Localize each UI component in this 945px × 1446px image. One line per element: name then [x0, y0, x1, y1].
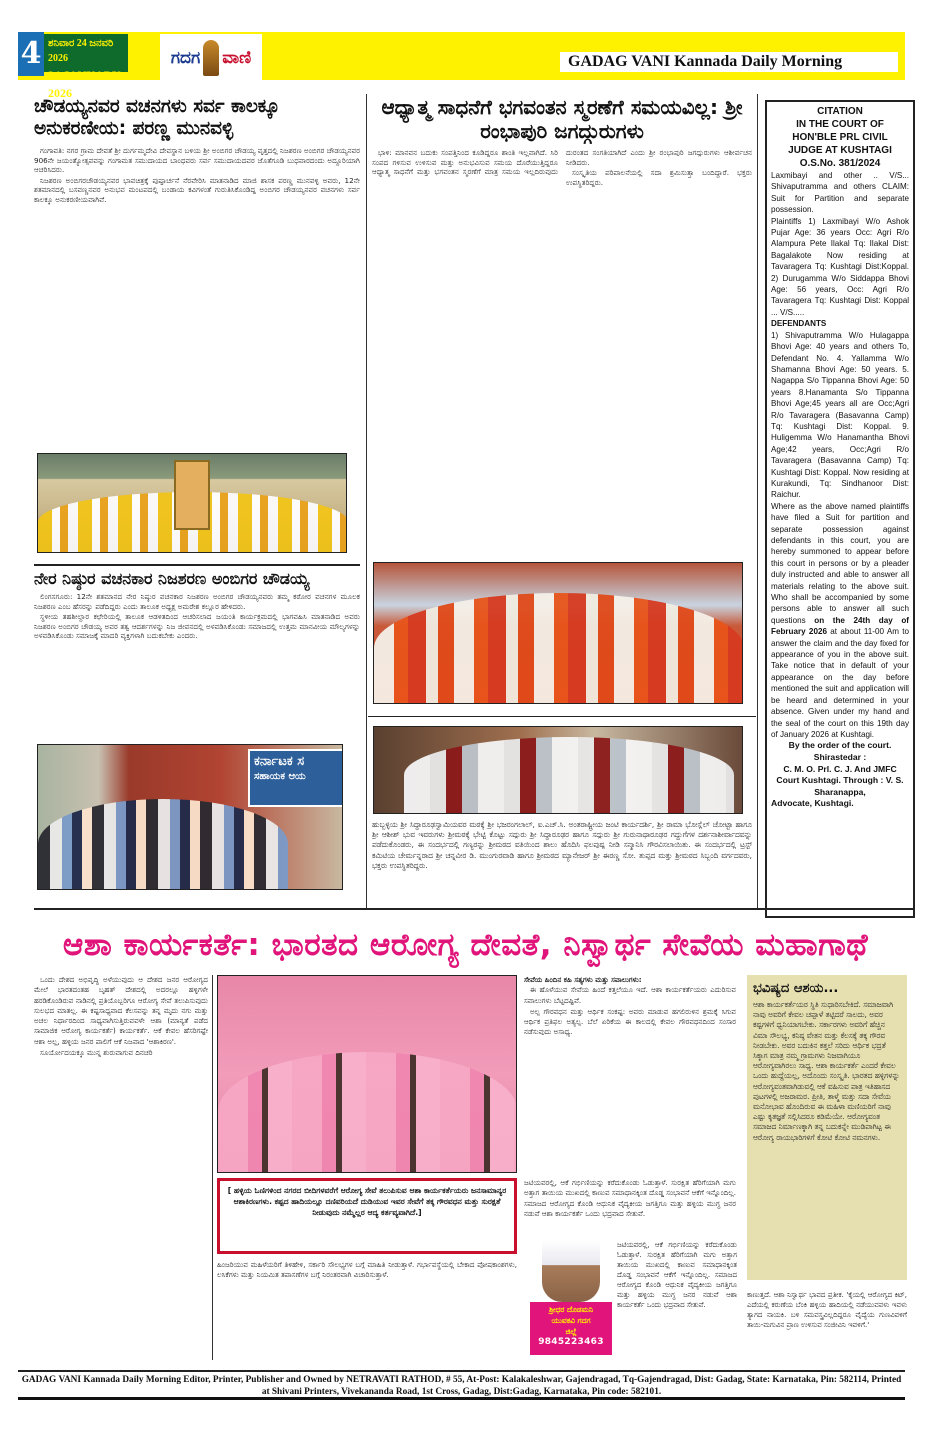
citation-notice: Where as the above named plaintiffs have filed a Suit for partition and separate possession against defendants in this court, you are hereby summoned to appear before this court in persons or by a pleader duly instructed and able to answer all materials relating to the above suit. Who shall be accompanied by some persons able to answer all such questions: [771, 501, 909, 625]
newspaper-logo: [160, 34, 262, 82]
statue-image: [174, 460, 210, 530]
feature-para: ಸೂರ್ಯೋದಯಕ್ಕೂ ಮುನ್ನ ಶುರುವಾಗುವ ದಿನಚರಿ: [40, 1048, 153, 1058]
article3-para: ಸ್ಥಳೀಯ ತಹಶೀಲ್ದಾರ ಕಛೇರಿಯಲ್ಲಿ ತಾಲೂಕ ಆಡಳಿತದಿಂದ ಆಚರಿಸಲಾದ ಜಯಂತಿ ಕಾರ್ಯಕ್ರಮದಲ್ಲಿ ಭಾಗವಹಿಸಿ ಮಾತನಾಡಿದ ಅವರು ನಿಜಶರಣ ಅಂಬಿಗರ ಚೌಡಯ್ಯ ಅವರ ತತ್ವ ಆದರ್ಶಗಳನ್ನು ನಿಜ ಜೀವನದಲ್ಲಿ ಅಳವಡಿಸಿಕೊಂಡು ಸಮಾಜದಲ್ಲಿ ಉತ್ತಮ ಮಾನವೀಯ ಮೌಲ್ಯಗಳನ್ನು ಅಳವಡಿಸಿಕೊಂಡು ಸಮಾಜಕ್ಕೆ ಮಾದರಿ ವ್ಯಕ್ತಿಗಳಾಗಿ ಬದುಕಬೇಕು ಎಂದರು.: [34, 612, 360, 641]
citation-closing: Shirastedar :: [813, 751, 867, 762]
citation-notice-cont: at about 11-00 Am to answer the claim and the day fixed for appearance of you in the above suit. Take notice that in default of your appearance on the day before mentioned the suit and application will be heard and determined in your absence. Given under my hand and the seal of the court on this 19th day of January 2026 at Kushtagi.: [771, 627, 910, 739]
box-text: ಆಶಾ ಕಾರ್ಯಕರ್ತೆಯರ ಸ್ಥಿತಿ ಸುಧಾರಿಸಬೇಕಿದೆ. ಸಮಾಜವಾಗಿ ನಾವು ಅವರಿಗೆ ಕೇವಲ ಚಪ್ಪಾಳೆ ತಟ್ಟಿದರೆ ಸಾಲದು, ಅವರ ಕಷ್ಟಗಳಿಗೆ ಧ್ವನಿಯಾಗಬೇಕು. ಸರ್ಕಾರಗಳು ಅವರಿಗೆ ಹೆಚ್ಚಿನ ವಿಮಾ ಸೌಲಭ್ಯ, ಕನಿಷ್ಠ ವೇತನ ಮತ್ತು ಕೆಲಸಕ್ಕೆ ತಕ್ಕ ಗೌರವ ನೀಡಬೇಕು. ಅವರ ಬದುಕಿನ ಕತ್ತಲೆ ಸರಿದು ಆರ್ಥಿಕ ಭದ್ರತೆ ಸಿಕ್ಕಾಗ ಮಾತ್ರ ನಮ್ಮ ಗ್ರಾಮಗಳು ನಿಜವಾಗಿಯೂ ಆರೋಗ್ಯವಾಗಿರಲು ಸಾಧ್ಯ. ಆಶಾ ಕಾರ್ಯಕರ್ತೆ ಎಂದರೆ ಕೇವಲ ಒಂದು ಹುದ್ದೆಯಲ್ಲ, ಅದೊಂದು ಸಂಸ್ಕೃತಿ. ಭಾರತದ ಹಳ್ಳಿಗಳನ್ನು ಆರೋಗ್ಯವಂತವಾಗಿಡುವಲ್ಲಿ ಆಕೆ ವಹಿಸುವ ಪಾತ್ರ ಇತಿಹಾಸದ ಪುಟಗಳಲ್ಲಿ ಅಜರಾಮರ. ಪ್ರೀತಿ, ತಾಳ್ಮೆ ಮತ್ತು ಸದಾ ಸೇವೆಯ ಮನೋಭಾವ ಹೊಂದಿರುವ ಈ ಮಹಿಳಾ ಮಣಿಯರಿಗೆ ನಾವು ಎಷ್ಟು ಕೃತಜ್ಞತೆ ಸಲ್ಲಿಸಿದರೂ ಕಡಿಮೆಯೇ. ಆರೋಗ್ಯವಂತ ಸಮಾಜದ ನಿರ್ಮಾಣಕ್ಕಾಗಿ ತನ್ನ ಬದುಕನ್ನೇ ಮುಡಿಪಾಗಿಟ್ಟ ಈ ಆರೋಗ್ಯ ರಾಯಭಾರಿಗಳಿಗೆ ಕೋಟಿ ಕೋಟಿ ನಮನಗಳು.: [753, 1000, 900, 1142]
column-divider: [366, 94, 367, 908]
section-divider: [34, 564, 360, 566]
feature-column-3: [524, 975, 736, 1175]
author-title: ಯುವಕವಿ ಗದಗ: [551, 1316, 591, 1325]
article1-para: ಗಂಗಾವತಿ: ನಗರ ಗ್ರಾಮ ದೇವತೆ ಶ್ರೀ ದುರ್ಗಮ್ಮದೇವಿ ದೇವಸ್ಥಾನ ಬಳಿಯ ಶ್ರೀ ಅಂಬಿಗರ ಚೌಡಯ್ಯ ವೃತ್ತದಲ್ಲಿ ನಿಜಶರಣ ಅಂಬಿಗರ ಚೌಡಯ್ಯನವರ 906ನೇ ಜಯಂತ್ಯೋತ್ಸವವನ್ನು ಗಂಗಾಮತ ಸಮುದಾಯದ ಬಾಂಧವರು ಸರ್ವ ಸಮುದಾಯದವರ ಜೊತೆಗೂಡಿ ಬುಧವಾರದಂದು ಅದ್ದೂರಿಯಾಗಿ ಆಚರಿಸಿದರು.: [34, 146, 360, 175]
article1-body: [34, 146, 360, 452]
feature-column-2-tail: ಹಿಂಜರಿಯುವ ಮಹಿಳೆಯರಿಗೆ ತಿಳಿಹೇಳಿ, ಸರ್ಕಾರಿ ಸೌಲಭ್ಯಗಳ ಬಗ್ಗೆ ಮಾಹಿತಿ ನೀಡುತ್ತಾಳೆ. ಗರ್ಭಾವಸ್ಥೆಯಲ್ಲಿ ಬೇಕಾದ ಪೋಷಕಾಂಶಗಳು, ಲಸಿಕೆಗಳು ಮತ್ತು ನಿಯಮಿತ ತಪಾಸಣೆಗಳ ಬಗ್ಗೆ ನಿರಂತರವಾಗಿ ವಿಚಾರಿಸುತ್ತಾಳೆ.: [217, 1260, 517, 1280]
article1-headline: ಚೌಡಯ್ಯನವರ ವಚನಗಳು ಸರ್ವ ಕಾಲಕ್ಕೂ ಅನುಕರಣೀಯ: ಪರಣ್ಣ ಮುನವಳ್ಳಿ: [34, 96, 280, 139]
author-card: [530, 1240, 612, 1355]
column-divider: [212, 975, 213, 1360]
paper-title: GADAG VANI Kannada Daily Morning: [560, 52, 898, 72]
photo-caption-box: [ ಹಳ್ಳಿಯ ಓಣಿಗಳಿಂದ ನಗರದ ಬೀದಿಗಳವರೆಗೆ ಆರೋಗ್ಯ ಸೇವೆ ತಲುಪಿಸುವ ಆಶಾ ಕಾರ್ಯಕರ್ತೆಯರು ಜನಸಾಮಾನ್ಯರ ಆಶಾಕಿರಣಗಳು. ಕಷ್ಟದ ಹಾದಿಯಲ್ಲೂ ದಣಿವರಿಯದೆ ದುಡಿಯುವ ಇವರ ಸೇವೆಗೆ ತಕ್ಕ ಗೌರವಧನ ಮತ್ತು ಸುರಕ್ಷತೆ ನೀಡುವುದು ನಮ್ಮೆಲ್ಲರ ಆದ್ಯ ಕರ್ತವ್ಯವಾಗಿದೆ.]: [217, 1178, 517, 1254]
citation-closing: By the order of the court.: [788, 740, 892, 751]
logo-text-vani: ವಾಣಿ: [222, 48, 252, 68]
date-kannada: ಶನಿವಾರ 24 ಜನವರಿ 2026: [48, 38, 114, 64]
date-english: 24 JANUARY 2026: [48, 68, 121, 100]
citation-heading: IN THE COURT OF: [796, 119, 884, 130]
feature-column-1: [34, 975, 208, 1360]
citation-closing: Advocate, Kushtagi.: [771, 798, 854, 809]
date-box: [44, 34, 128, 100]
citation-closing: C. M. O. Prl. C. J. And JMFC Court Kushtagi. Through : V. S. Sharanappa,: [776, 763, 904, 797]
article1-para: ನಿಜಶರಣ ಅಂಬಿಗರಚೌಡಯ್ಯನವರ ಭಾವಚಿತ್ರಕ್ಕೆ ಪುಷ್ಪಾರ್ಚನೆ ನೆರವೇರಿಸಿ ಮಾತನಾಡಿದ ಮಾಜಿ ಶಾಸಕ ಪರಣ್ಣ ಮುನವಳ್ಳಿ ಅವರು, 12ನೇ ಶತಮಾನದಲ್ಲಿ ಬಸವಣ್ಣನವರ ಅನುಭವ ಮಂಟಪದಲ್ಲಿ ಬಂಡಾಯ ಕವಿಗಳಂತೆ ಗುರುತಿಸಿಕೊಂಡಿದ್ದ ಅಂಬಿಗರ ಚೌಡಯ್ಯನವರ ವಚನಗಳು ಸರ್ವ ಕಾಲಕ್ಕೂ ಅನುಕರಣೀಯವಾಗಿವೆ.: [34, 175, 360, 204]
statue-icon: [203, 40, 219, 76]
page-number: 4: [18, 32, 44, 76]
section-divider: [368, 716, 756, 717]
author-tag: [530, 1302, 612, 1355]
feature-para: ಈ ಹೊಳೆಯುವ ಸೇವೆಯ ಹಿಂದೆ ಕತ್ತಲೆಯೂ ಇದೆ. ಆಶಾ ಕಾರ್ಯಕರ್ತೆಯರು ಎದುರಿಸುವ ಸವಾಲುಗಳು ಬೆಟ್ಟದಷ್ಟಿವೆ.: [524, 985, 736, 1005]
article2-para: ಸಂಸ್ಕೃತಿಯ ಪರಿಪಾಲನೆಯಲ್ಲಿ ಸದಾ ಶ್ರಮಿಸುತ್ತಾ ಬಂದಿದ್ದಾರೆ. ಭಕ್ತರು ಉಪಸ್ಥಿತರಿದ್ದರು.: [566, 168, 752, 187]
photo-siddharoodha-math-visit: [373, 726, 743, 814]
citation-defendants-label: DEFENDANTS: [771, 319, 827, 329]
article3-para: ಲಿಂಗಸಗೂರು: 12ನೇ ಶತಮಾನದ ನೇರ ನಿಷ್ಠುರ ವಚನಕಾರ ನಿಜಶರಣ ಅಂಬಿಗರ ಚೌಡಯ್ಯನವರು ತಮ್ಮ ಕಠೋರ ವಚನಗಳ ಮೂಲಕ ನಿಜಶರಣ ಎಂಬ ಹೆಸರನ್ನು ಪಡೆದಿದ್ದರು ಎಂದು ತಾಲೂಕ ಅಧ್ಯಕ್ಷ ಅಮರೇಶ ಕಲ್ಲೂರ ಹೇಳಿದರು.: [34, 592, 360, 611]
feature-subhead: ಸೇವೆಯ ಹಿಂದಿನ ಕಹಿ ಸತ್ಯಗಳು ಮತ್ತು ಸವಾಲುಗಳು:: [524, 975, 642, 984]
box-title: ಭವಿಷ್ಯದ ಆಶಯ...: [753, 981, 839, 996]
feature-column-3-mid: ಜಟಿಯವರಲ್ಲಿ, ಆಕೆ ಗರ್ಭಿಣಿಯನ್ನು ಕರೆದುಕೊಂಡು ಓಡುತ್ತಾಳೆ. ಸುರಕ್ಷಿತ ಹೆರಿಗೆಯಾಗಿ ಮಗು ಅತ್ತಾಗ ತಾಯಿಯ ಮುಖದಲ್ಲಿ ಕಾಣುವ ಸಮಾಧಾನಕ್ಕಿಂತ ದೊಡ್ಡ ಸಂಭಾವನೆ ಆಕೆಗೆ ಇನ್ನೊಂದಿಲ್ಲ. ಸಮಾಜದ ಆರೋಗ್ಯದ ಕೊಂಡಿ ಆಧುನಿಕ ವೈದ್ಯಕೀಯ ಜಗತ್ತಿಗೂ ಮತ್ತು ಹಳ್ಳಿಯ ಮುಗ್ಧ ಜನರ ನಡುವೆ ಆಶಾ ಕಾರ್ಯಕರ್ತೆ ಒಂದು ಭದ್ರವಾದ ಸೇತುವೆ.: [524, 1178, 736, 1218]
citation-heading: JUDGE AT KUSHTAGI: [788, 145, 892, 156]
citation-parties: Laxmibayi and other .. V/S... Shivaputramma and others CLAIM: Suit for Partition and separate possession.: [771, 171, 909, 215]
article3-body: [34, 592, 360, 740]
photo-jayanti-garlanding: [37, 453, 347, 553]
author-name: ಶ್ರೀಧರ ದೊಡಮನಿ: [548, 1305, 594, 1314]
photo-rambhapuri-swamiji: [373, 562, 743, 704]
article2-para: ಭಾಳಿ: ಮಾನವನ ಬದುಕು ಸಂಪತ್ತಿನಿಂದ ಕೂಡಿದ್ದರೂ ಶಾಂತಿ ಇಲ್ಲವಾಗಿದೆ. ಸಿರಿ ಸಂಪದ ಗಳಿಸುವ ಉಳಿಸುವ ಮತ್ತು ಅನುಭವಿಸುವ ಸಮಯ ದೊರೆಯುತ್ತಿದ್ದರೂ ಆಧ್ಯಾತ್ಮ ಸಾಧನೆಗೆ ಮತ್ತು ಭಗವಂತನ ಸ್ಮರಣೆಗೆ ಮಾತ್ರ ಸಮಯ ಇಲ್ಲದಿರುವುದು ದುರಂತದ ಸಂಗತಿಯಾಗಿದೆ ಎಂದು ಶ್ರೀ ರಂಭಾಪುರಿ ಜಗದ್ಗುರುಗಳು ಆಶೀರ್ವಚನ ನೀಡಿದರು.: [372, 148, 752, 177]
citation-heading: CITATION: [817, 106, 863, 117]
citation-hearing-date: on the 24th day of February 2026: [771, 615, 909, 637]
footer-imprint: GADAG VANI Kannada Daily Morning Editor, Printer, Publisher and Owned by NETRAVATI RATHOD, # 55, At-Post: Kalakaleshwar, Gajendragad, Tq-Gajendragad, Dist: Gadag, State: Karnataka, Pin: 582114, Printed at Shivani Printers, Vivekananda Road, 1st Cross, Gadag, Dist:Gadag, Karnataka, Pin code: 582101.: [18, 1370, 905, 1400]
article3-headline: ನೇರ ನಿಷ್ಠುರ ವಚನಕಾರ ನಿಜಶರಣ ಅಂಬಿಗರ ಚೌಡಯ್ಯ: [34, 569, 310, 588]
office-sign: [248, 749, 343, 807]
citation-plaintiffs: Plaintiffs 1) Laxmibayi W/o Ashok Pujar Age: 36 years Occ: Agri R/o Alampura Pete Ilakal Tq: Ilakal Dist: Bagalakote Now residing at Tavaragera Tq: Kushtagi Dist:Koppal. 2) Durugamma W/o Siddappa Bhovi Age: 56 years, Occ: Agri R/o Tavaragera Tq: Kushtagi Dist: Koppal ... V/S.....: [771, 216, 909, 317]
author-photo: [542, 1240, 600, 1302]
feature-column-3-side: ಜಟಿಯವರಲ್ಲಿ, ಆಕೆ ಗರ್ಭಿಣಿಯನ್ನು ಕರೆದುಕೊಂಡು ಓಡುತ್ತಾಳೆ. ಸುರಕ್ಷಿತ ಹೆರಿಗೆಯಾಗಿ ಮಗು ಅತ್ತಾಗ ತಾಯಿಯ ಮುಖದಲ್ಲಿ ಕಾಣುವ ಸಮಾಧಾನಕ್ಕಿಂತ ದೊಡ್ಡ ಸಂಭಾವನೆ ಆಕೆಗೆ ಇನ್ನೊಂದಿಲ್ಲ. ಸಮಾಜದ ಆರೋಗ್ಯದ ಕೊಂಡಿ ಆಧುನಿಕ ವೈದ್ಯಕೀಯ ಜಗತ್ತಿಗೂ ಮತ್ತು ಹಳ್ಳಿಯ ಮುಗ್ಧ ಜನರ ನಡುವೆ ಆಶಾ ಕಾರ್ಯಕರ್ತೆ ಒಂದು ಭದ್ರವಾದ ಸೇತುವೆ.: [617, 1241, 737, 1309]
future-hope-box: [747, 975, 907, 1280]
feature-para: ಒಂದು ದೇಶದ ಅಭಿವೃದ್ಧಿ ಅಳೆಯುವುದು ಆ ದೇಶದ ಜನರ ಆರೋಗ್ಯದ ಮೇಲೆ ಭಾರತದಂತಹ ಬೃಹತ್ ದೇಶದಲ್ಲಿ ಅದರಲ್ಲೂ ಹಳ್ಳಿಗಳೇ ಹರಡಿಕೊಂಡಿರುವ ನಾಡಿನಲ್ಲಿ ಪ್ರತಿಯೊಬ್ಬರಿಗೂ ಆರೋಗ್ಯ ಸೇವೆ ತಲುಪಿಸುವುದು ಸುಲಭದ ಮಾತಲ್ಲ. ಈ ಕಷ್ಟಸಾಧ್ಯವಾದ ಕೆಲಸವನ್ನು ತನ್ನ ಮೃದು ನಗು ಮತ್ತು ಅಚಲ ನಿರ್ಧಾರದಿಂದ ಸಾಧ್ಯವಾಗಿಸುತ್ತಿರುವವಳೇ ಆಶಾ (ಮಾನ್ಯತೆ ಪಡೆದ ಸಾಮಾಜಿಕ ಆರೋಗ್ಯ ಕಾರ್ಯಕರ್ತೆ) ಕಾರ್ಯಕರ್ತೆ. ಆಕೆ ಕೇವಲ ಹೆಸರಿಗಷ್ಟೇ ಆಶಾ ಅಲ್ಲ, ಹಳ್ಳಿಯ ಜನರ ಪಾಲಿಗೆ ಆಕೆ ನಿಜವಾದ 'ಆಶಾಕಿರಣ'.: [34, 975, 208, 1046]
author-district: ಜಿಲ್ಲೆ: [565, 1327, 577, 1336]
feature-para: ಅಲ್ಪ ಗೌರವಧನ ಮತ್ತು ಆರ್ಥಿಕ ಸಂಕಷ್ಟ: ಅವರು ಮಾಡುವ ಹಗಲಿರುಳಿನ ಶ್ರಮಕ್ಕೆ ಸಿಗುವ ಆರ್ಥಿಕ ಪ್ರತಿಫಲ ಅತ್ಯಲ್ಪ. ಬೆಲೆ ಏರಿಕೆಯ ಈ ಕಾಲದಲ್ಲಿ ಕೇವಲ ಗೌರವಧನದಿಂದ ಸಂಸಾರ ನಡೆಸುವುದು ಅಸಾಧ್ಯ.: [524, 1006, 736, 1037]
case-number: O.S.No. 381/2024: [799, 158, 881, 169]
article2-photo-caption: ಹುಬ್ಬಳ್ಳಿಯ ಶ್ರೀ ಸಿದ್ಧಾರೂಢಸ್ವಾಮಿಯವರ ಮಠಕ್ಕೆ ಶ್ರೀ ಭಜರಂಗಲಾಲ್, ಐ.ಎಚ್.ಸಿ. ಅಂತರಾಷ್ಟ್ರೀಯ ಜಂಟಿ ಕಾರ್ಯದರ್ಶಿ, ಶ್ರೀ ರಾಮಾ ಭೋಸ್ಲೆಲ್ ಚೋಟ್ಟಾ ಹಾಗೂ ಶ್ರೀ ಆಶೀಶ್ ಭುವ ಇವರುಗಳು ಶ್ರೀಮಠಕ್ಕೆ ಭೇಟ್ಟಿ ಕೊಟ್ಟು ಸದ್ಗುರು ಶ್ರೀ ಸಿದ್ಧಾರೂಢರ ಹಾಗೂ ಸದ್ಗುರು ಶ್ರೀ ಗುರುನಾಥಾರೂಢರ ಗದ್ದುಗೆಗಳ ದರ್ಶನಾಶೀರ್ವಾದವನ್ನು ಪಡೆದುಕೊಂಡರು, ಈ ಸಂದರ್ಭದಲ್ಲಿ ಗಣ್ಯರನ್ನು ಶ್ರೀಮಠದ ವತಿಯಿಂದ ಶಾಲು ಹೊದಿಸಿ ಫಲಪುಷ್ಪ ನೀಡಿ ಸನ್ಮಾನಿಸಿ ಗೌರವಿಸಲಾಯಿತು. ಈ ಸಂದರ್ಭದಲ್ಲಿ ಟ್ರಸ್ಟ್ ಕಮಿಟಿಯ ಚೇರ್ಮನ್ನರಾದ ಶ್ರೀ ಚನ್ನವೀರ ಡಿ. ಮುಂಗುರವಾಡಿ ಹಾಗೂ ಶ್ರೀಮಠದ ಮ್ಯಾನೇಜರ್ ಶ್ರೀ ಈರಣ್ಣ ಸೋ. ತುಪ್ಪದ ಮತ್ತು ಶ್ರೀಮಠದ ಸಿಬ್ಬಂದಿ ವರ್ಗದವರು, ಭಕ್ತರು ಉಪಸ್ಥಿತರಿದ್ದರು.: [372, 820, 752, 870]
photo-asha-workers: [217, 975, 517, 1173]
sign-line-2: ಸಹಾಯಕ ಆಯ: [254, 771, 306, 782]
author-phone: 9845223463: [538, 1337, 604, 1347]
logo-text-gadag: ಗದಗ: [170, 48, 201, 68]
feature-headline: ಆಶಾ ಕಾರ್ಯಕರ್ತೆ: ಭಾರತದ ಆರೋಗ್ಯ ದೇವತೆ, ನಿಸ್ವಾರ್ಥ ಸೇವೆಯ ಮಹಾಗಾಥೆ: [62, 927, 869, 963]
photo-memorandum-submission: [37, 744, 343, 890]
feature-column-4-tail: ಕಾಣುತ್ತದೆ. ಆಶಾ ನಿಸ್ವಾರ್ಥ ಭಾವದ ಪ್ರತೀಕ. 'ಕೈಯಲ್ಲಿ ಆರೋಗ್ಯದ ಕಿಟ್, ಎದೆಯಲ್ಲಿ ಕರುಣೆಯ ಬೆಂಕಿ ಹಳ್ಳಿಯ ಹಾದಿಯಲ್ಲಿ ನಡೆಯುವವಳು ಇವಳು ತ್ಯಾಗದ ನಾಯಕಿ. ಬಳಿ ಸಮವಸ್ತ್ರವಿಲ್ಲದಿದ್ದರೂ ವೈದ್ಯೆಯ ಗುಣವಿವಳಿಗೆ ತಾಯಿ-ಮಗುವಿನ ಪ್ರಾಣ ಉಳಿಸುವ ಸಂಜೀವಿನಿ ಇವಳಿಗೆ.': [747, 1291, 907, 1329]
citation-defendants: 1) Shivaputramma W/o Hulagappa Bhovi Age: 40 years and others To, Defendant No. 4. Yallamma W/o Shamanna Bhovi Age: 50 years. 5. Nagappa S/o Tippanna Bhovi Age: 50 years 8.Hanamanta S/o Tippanna Bhovi Age;45 years all are Occ;Agri R/o Tavaragera (Basavanna Camp) Tq: Kushtagi Dist: Koppal. 9. Huligemma W/o Hanamantha Bhovi Age;42 years, Occ;Agri R/o Tavaragera (Basavanna Camp) Tq: Kushtagi Dist: Koppal. Now residing at Kurakundi, Tq: Sindhanoor Dist: Raichur.: [771, 330, 909, 500]
section-divider: [34, 908, 914, 910]
sign-line-1: ಕರ್ನಾಟಕ ಸ: [254, 754, 305, 769]
citation-heading: HON'BLE PRL CIVIL: [792, 132, 888, 143]
column-divider: [757, 94, 758, 908]
article2-headline: ಆಧ್ಯಾತ್ಮ ಸಾಧನೆಗೆ ಭಗವಂತನ ಸ್ಮರಣೆಗೆ ಸಮಯವಿಲ್ಲ: ಶ್ರೀ ರಂಭಾಪುರಿ ಜಗದ್ಗುರುಗಳು: [381, 95, 743, 143]
article2-body: [372, 148, 752, 558]
court-citation-notice: [765, 100, 915, 918]
